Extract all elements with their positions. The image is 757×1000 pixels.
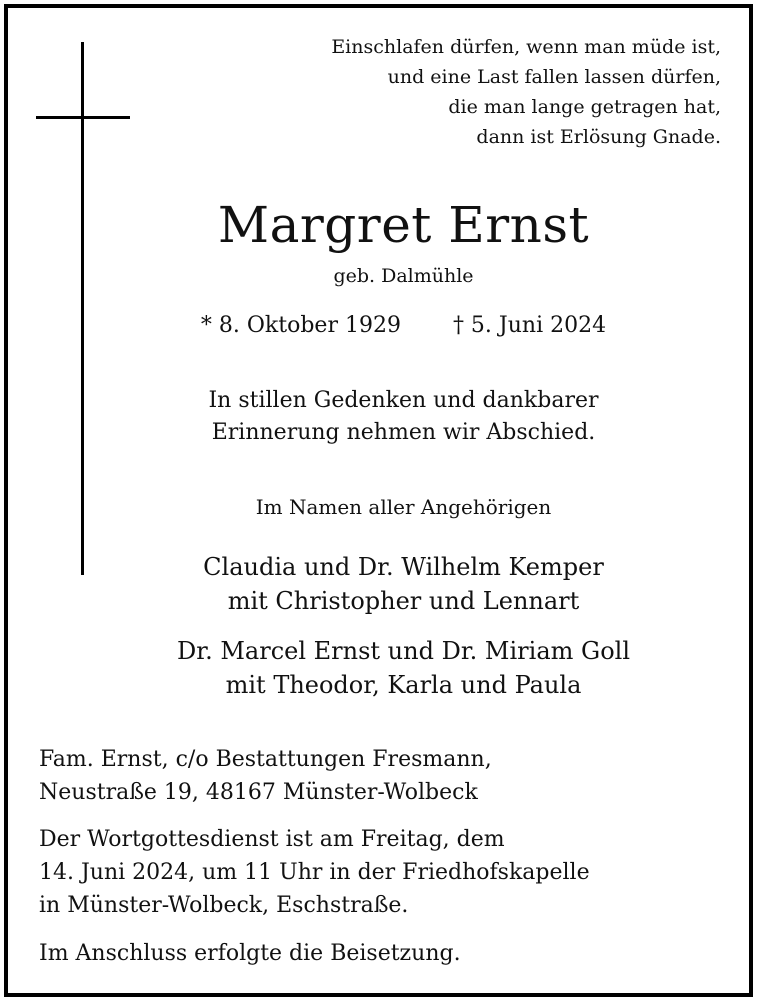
on-behalf-line: Im Namen aller Angehörigen (255, 495, 552, 519)
poem (331, 32, 721, 152)
cross-icon-horizontal (36, 116, 130, 119)
birth-date: * 8. Oktober 1929 (200, 313, 401, 338)
service-line: in Münster-Wolbeck, Eschstraße. (39, 893, 409, 918)
family-line: Dr. Marcel Ernst und Dr. Miriam Goll (177, 637, 630, 665)
poem-line: dann ist Erlösung Gnade. (476, 126, 721, 148)
family-group (50, 634, 757, 702)
poem-line: Einschlafen dürfen, wenn man müde ist, (331, 36, 721, 58)
farewell-text (50, 385, 757, 449)
family-group (50, 550, 757, 618)
family-line: Claudia und Dr. Wilhelm Kemper (203, 553, 604, 581)
deceased-name: Margret Ernst (217, 196, 590, 254)
poem-line: und eine Last fallen lassen dürfen, (387, 66, 721, 88)
death-date: † 5. Juni 2024 (452, 313, 607, 338)
service-line: 14. Juni 2024, um 11 Uhr in der Friedhofskapelle (39, 860, 590, 885)
contact-address (39, 743, 492, 809)
burial-note: Im Anschluss erfolgte die Beisetzung. (39, 941, 461, 966)
farewell-line: Erinnerung nehmen wir Abschied. (211, 420, 596, 445)
born-name: geb. Dalmühle (333, 265, 474, 287)
family-line: mit Christopher und Lennart (227, 587, 580, 615)
service-info (39, 823, 590, 922)
service-line: Der Wortgottesdienst ist am Freitag, dem (39, 827, 505, 852)
poem-line: die man lange getragen hat, (448, 96, 721, 118)
address-line: Neustraße 19, 48167 Münster-Wolbeck (39, 780, 478, 805)
farewell-line: In stillen Gedenken und dankbarer (208, 388, 599, 413)
life-dates (50, 309, 757, 343)
address-line: Fam. Ernst, c/o Bestattungen Fresmann, (39, 747, 492, 772)
family-line: mit Theodor, Karla und Paula (225, 671, 582, 699)
